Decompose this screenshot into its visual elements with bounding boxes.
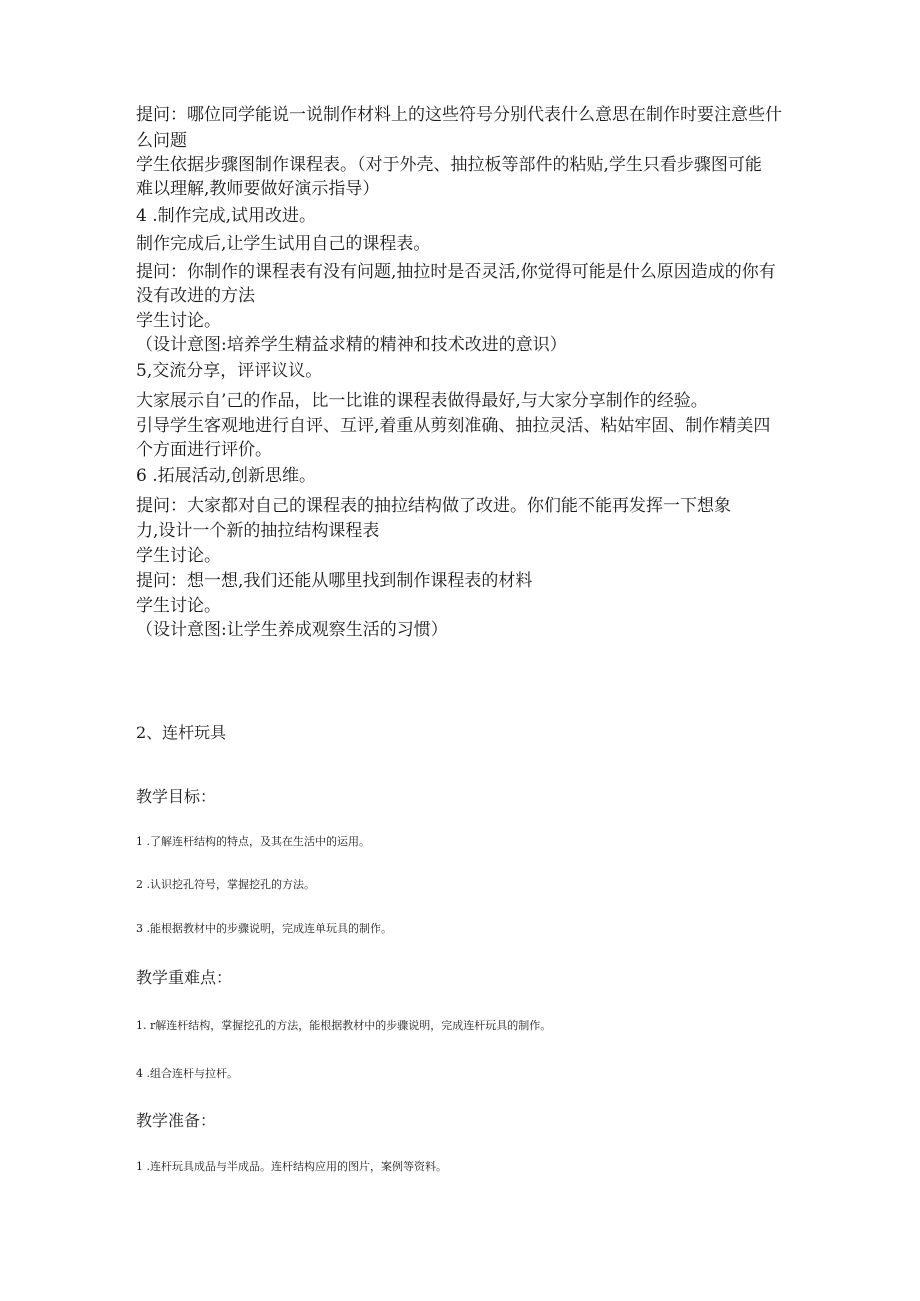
design-intent-note: （设计意图:让学生养成观察生活的习惯） (136, 620, 448, 640)
preparation-heading: 教学准备： (136, 1111, 217, 1130)
step-heading: 4 .制作完成,试用改进。 (136, 206, 317, 226)
step-heading: 5,交流分享，评评议议。 (136, 361, 323, 381)
objective-item: 3 .能根据教材中的步骤说明，完成连单玩具的制作。 (136, 922, 392, 935)
paragraph-line: 学生讨论。 (136, 311, 221, 331)
paragraph-line: 提问：想一想,我们还能从哪里找到制作课程表的材料 (136, 571, 533, 591)
paragraph-line: 提问：大家都对自己的课程表的抽拉结构做了改进。你们能不能再发挥一下想象 (136, 496, 731, 516)
key-points-heading: 教学重难点： (136, 968, 233, 987)
paragraph-line: 大家展示自’己的作品，比一比谁的课程表做得最好,与大家分享制作的经验。 (136, 391, 708, 411)
paragraph-line: 学生讨论。 (136, 596, 221, 616)
paragraph-line: 学生讨论。 (136, 546, 221, 566)
paragraph-line: 难以理解,教师要做好演示指导） (136, 179, 380, 199)
section-title: 2、连杆玩具 (136, 723, 227, 742)
key-point-item: 4 .组合连杆与拉杆。 (136, 1067, 238, 1080)
design-intent-note: （设计意图:培养学生精益求精的精神和技术改进的意识） (136, 335, 567, 355)
paragraph-line: 提问：哪位同学能说一说制作材料上的这些符号分别代表什么意思在制作时要注意些什 (136, 105, 782, 125)
paragraph-line: 引导学生客观地进行自评、互评,着重从剪刻准确、抽拉灵活、粘姑牢固、制作精美四 (136, 416, 771, 436)
paragraph-line: 么问题 (136, 131, 187, 151)
paragraph-line: 个方面进行评价。 (136, 440, 272, 460)
paragraph-line: 制作完成后,让学生试用自己的课程表。 (136, 234, 431, 254)
objective-item: 1 .了解连杆结构的特点，及其在生活中的运用。 (136, 835, 370, 848)
paragraph-line: 没有改进的方法 (136, 286, 255, 306)
key-point-item: 1. r解连杆结构，掌握挖孔的方法，能根据教材中的步骤说明，完成连杆玩具的制作。 (136, 1019, 552, 1032)
objectives-heading: 教学目标： (136, 787, 217, 806)
step-heading: 6 .拓展活动,创新思维。 (136, 466, 317, 486)
paragraph-line: 学生依据步骤图制作课程表。（对于外壳、抽拉板等部件的粘贴,学生只看步骤图可能 (136, 155, 762, 175)
objective-item: 2 .认识挖孔符号，掌握挖孔的方法。 (136, 878, 315, 891)
preparation-item: 1 .连杆玩具成品与半成品。连杆结构应用的图片，案例等资料。 (136, 1160, 447, 1173)
paragraph-line: 力,设计一个新的抽拉结构课程表 (136, 521, 380, 541)
paragraph-line: 提问：你制作的课程表有没有问题,抽拉时是否灵活,你觉得可能是什么原因造成的你有 (136, 262, 776, 282)
